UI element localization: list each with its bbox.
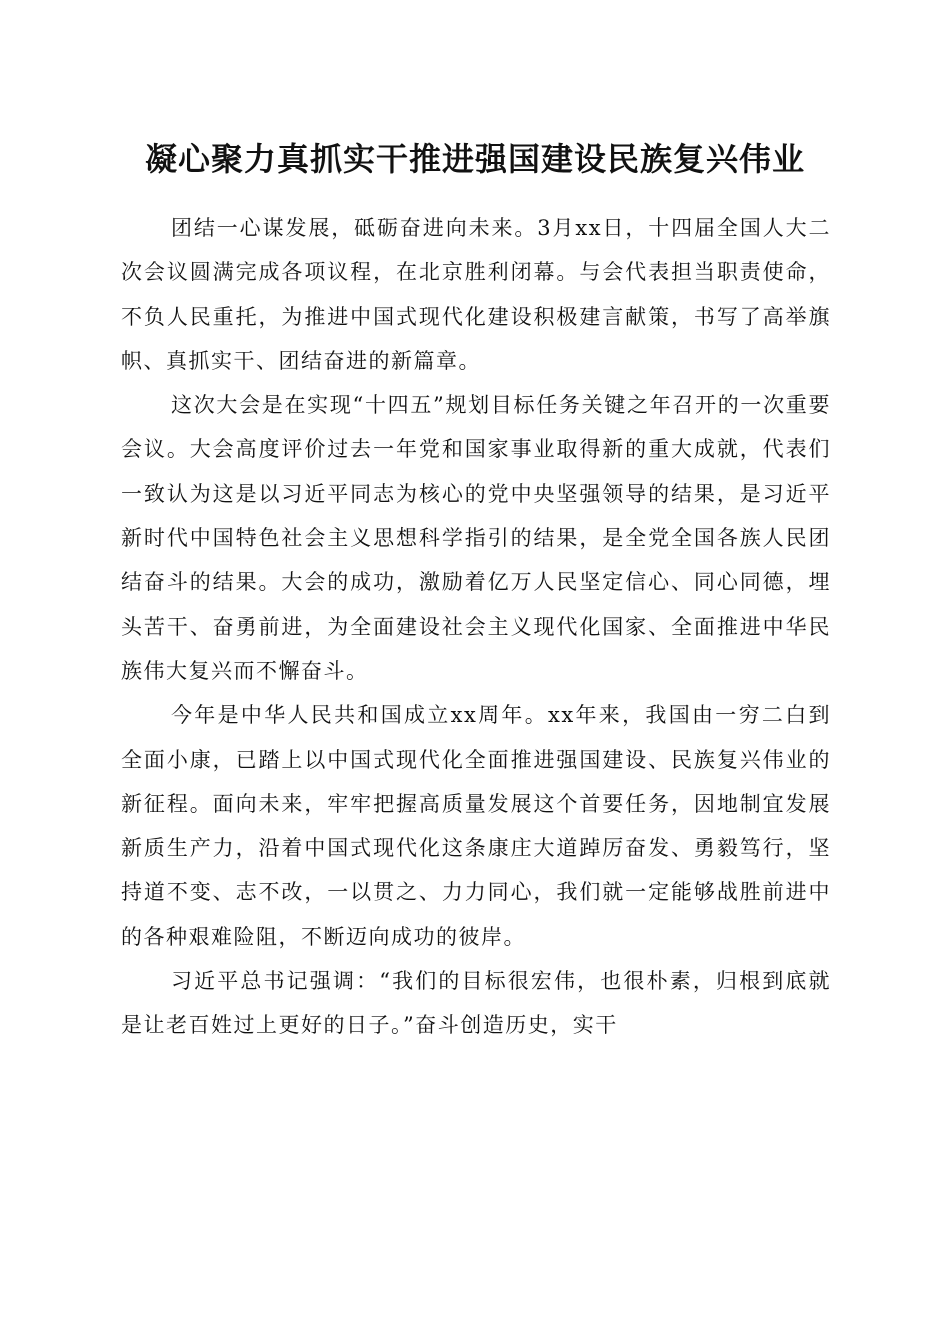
document-title: 凝心聚力真抓实干推进强国建设民族复兴伟业 bbox=[144, 140, 805, 178]
paragraph: 团结一心谋发展，砥砺奋进向未来。3月xx日，十四届全国人大二次会议圆满完成各项议程，在北京胜利闭幕。与会代表担当职责使命，不负人民重托，为推进中国式现代化建设积极建言献策，书写了高举旗帜、真抓实干、团结奋进的新篇章。 bbox=[121, 216, 831, 373]
paragraph: 这次大会是在实现“十四五”规划目标任务关键之年召开的一次重要会议。大会高度评价过去一年党和国家事业取得新的重大成就，代表们一致认为这是以习近平同志为核心的党中央坚强领导的结果，是习近平新时代中国特色社会主义思想科学指引的结果，是全党全国各族人民团结奋斗的结果。大会的成功，激励着亿万人民坚定信心、同心同德，埋头苦干、奋勇前进，为全面建设社会主义现代化国家、全面推进中华民族伟大复兴而不懈奋斗。 bbox=[121, 393, 831, 683]
paragraph: 习近平总书记强调：“我们的目标很宏伟，也很朴素，归根到底就是让老百姓过上更好的日子。”奋斗创造历史，实干 bbox=[121, 969, 831, 1038]
paragraph: 今年是中华人民共和国成立xx周年。xx年来，我国由一穷二白到全面小康，已踏上以中国式现代化全面推进强国建设、民族复兴伟业的新征程。面向未来，牢牢把握高质量发展这个首要任务，因地制宜发展新质生产力，沿着中国式现代化这条康庄大道踔厉奋发、勇毅笃行，坚持道不变、志不改，一以贯之、力力同心，我们就一定能够战胜前进中的各种艰难险阻，不断迈向成功的彼岸。 bbox=[121, 703, 831, 949]
document-body bbox=[121, 206, 831, 1048]
